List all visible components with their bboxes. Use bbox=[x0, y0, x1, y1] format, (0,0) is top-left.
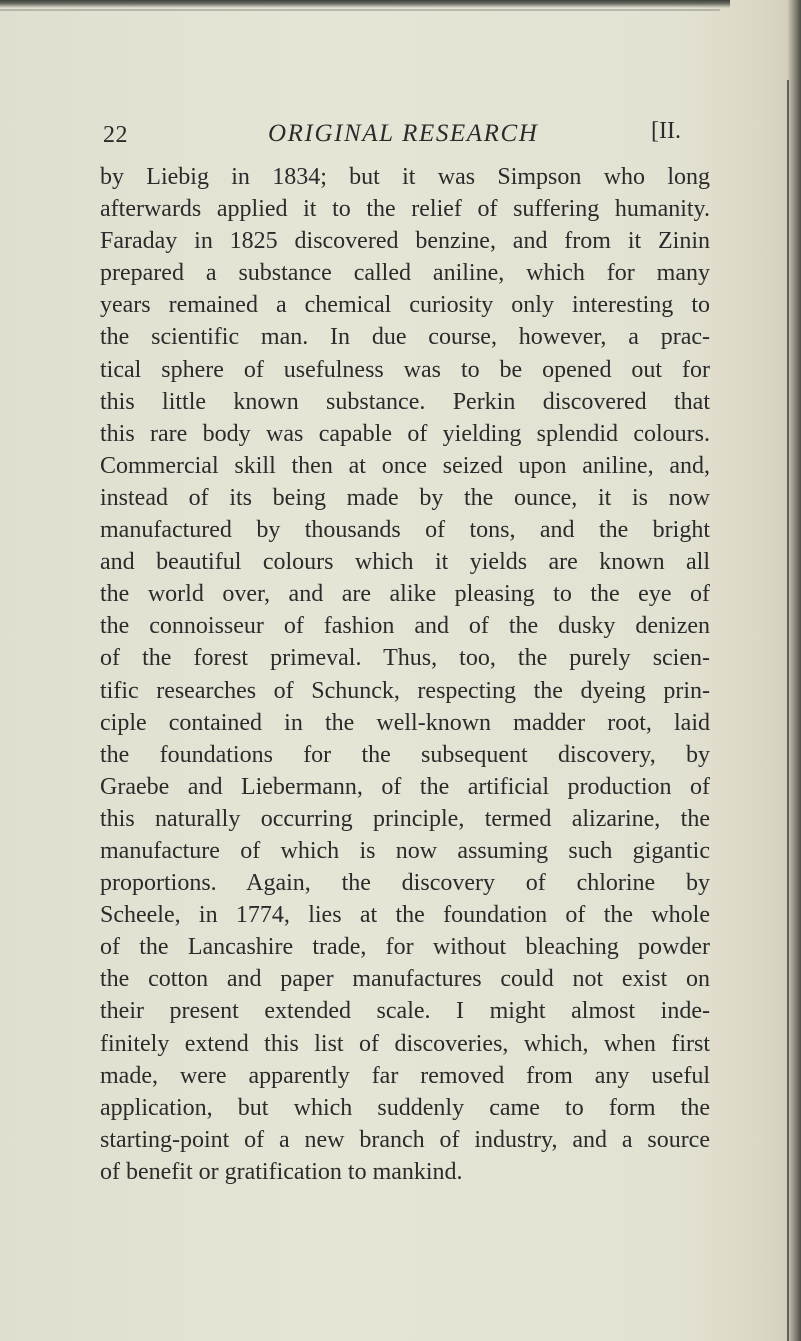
text-line: this rare body was capable of yielding splendid colours. bbox=[100, 420, 710, 447]
running-head bbox=[103, 116, 703, 156]
text-line: instead of its being made by the ounce, it is now bbox=[100, 484, 710, 511]
body-text bbox=[100, 161, 710, 1188]
text-line: prepared a substance called aniline, which for many bbox=[100, 260, 710, 287]
text-line: Scheele, in 1774, lies at the foundation of the whole bbox=[100, 902, 710, 929]
text-line: by Liebig in 1834; but it was Simpson who long bbox=[100, 164, 710, 190]
text-line: manufactured by thousands of tons, and the bright bbox=[100, 517, 710, 544]
text-line: this naturally occurring principle, termed alizarine, the bbox=[100, 805, 710, 832]
running-title: ORIGINAL RESEARCH bbox=[268, 120, 539, 147]
text-line: of the Lancashire trade, for without bleaching powder bbox=[100, 934, 710, 961]
text-line: application, but which suddenly came to form the bbox=[100, 1094, 710, 1121]
text-line: starting-point of a new branch of industry, and a source bbox=[100, 1126, 710, 1153]
text-line: Graebe and Liebermann, of the artificial production of bbox=[100, 773, 710, 800]
text-line: their present extended scale. I might almost inde- bbox=[100, 998, 710, 1025]
text-line: manufacture of which is now assuming such gigantic bbox=[100, 837, 710, 864]
text-line: and beautiful colours which it yields are known all bbox=[100, 549, 710, 576]
text-line: Commercial skill then at once seized upon aniline, and, bbox=[100, 452, 710, 479]
text-line: made, were apparently far removed from any useful bbox=[100, 1062, 710, 1089]
text-line: the connoisseur of fashion and of the dusky denizen bbox=[100, 613, 710, 640]
top-edge-rule bbox=[0, 0, 730, 8]
text-line: of the forest primeval. Thus, too, the purely scien- bbox=[100, 645, 710, 672]
page-binding-line bbox=[787, 80, 789, 1341]
text-line: this little known substance. Perkin discovered that bbox=[100, 388, 710, 415]
text-line-last: of benefit or gratification to mankind. bbox=[100, 1158, 463, 1185]
text-line: afterwards applied it to the relief of suffering humanity. bbox=[100, 196, 710, 223]
section-mark: [II. bbox=[651, 118, 681, 144]
text-line: finitely extend this list of discoveries, which, when first bbox=[100, 1030, 710, 1057]
page-right-edge-shadow bbox=[787, 0, 801, 1341]
text-line: the scientific man. In due course, however, a prac- bbox=[100, 324, 710, 351]
text-line: the foundations for the subsequent discovery, by bbox=[100, 741, 710, 768]
top-edge-thin-rule bbox=[0, 9, 720, 11]
text-line: tific researches of Schunck, respecting the dyeing prin- bbox=[100, 677, 710, 704]
text-line: the world over, and are alike pleasing to the eye of bbox=[100, 581, 710, 608]
text-line: Faraday in 1825 discovered benzine, and from it Zinin bbox=[100, 228, 710, 255]
text-line: ciple contained in the well-known madder root, laid bbox=[100, 709, 710, 736]
text-line: tical sphere of usefulness was to be opened out for bbox=[100, 356, 710, 383]
text-line: the cotton and paper manufactures could not exist on bbox=[100, 966, 710, 993]
page-number: 22 bbox=[103, 122, 128, 148]
text-line: years remained a chemical curiosity only interesting to bbox=[100, 292, 710, 319]
text-line: proportions. Again, the discovery of chlorine by bbox=[100, 870, 710, 897]
